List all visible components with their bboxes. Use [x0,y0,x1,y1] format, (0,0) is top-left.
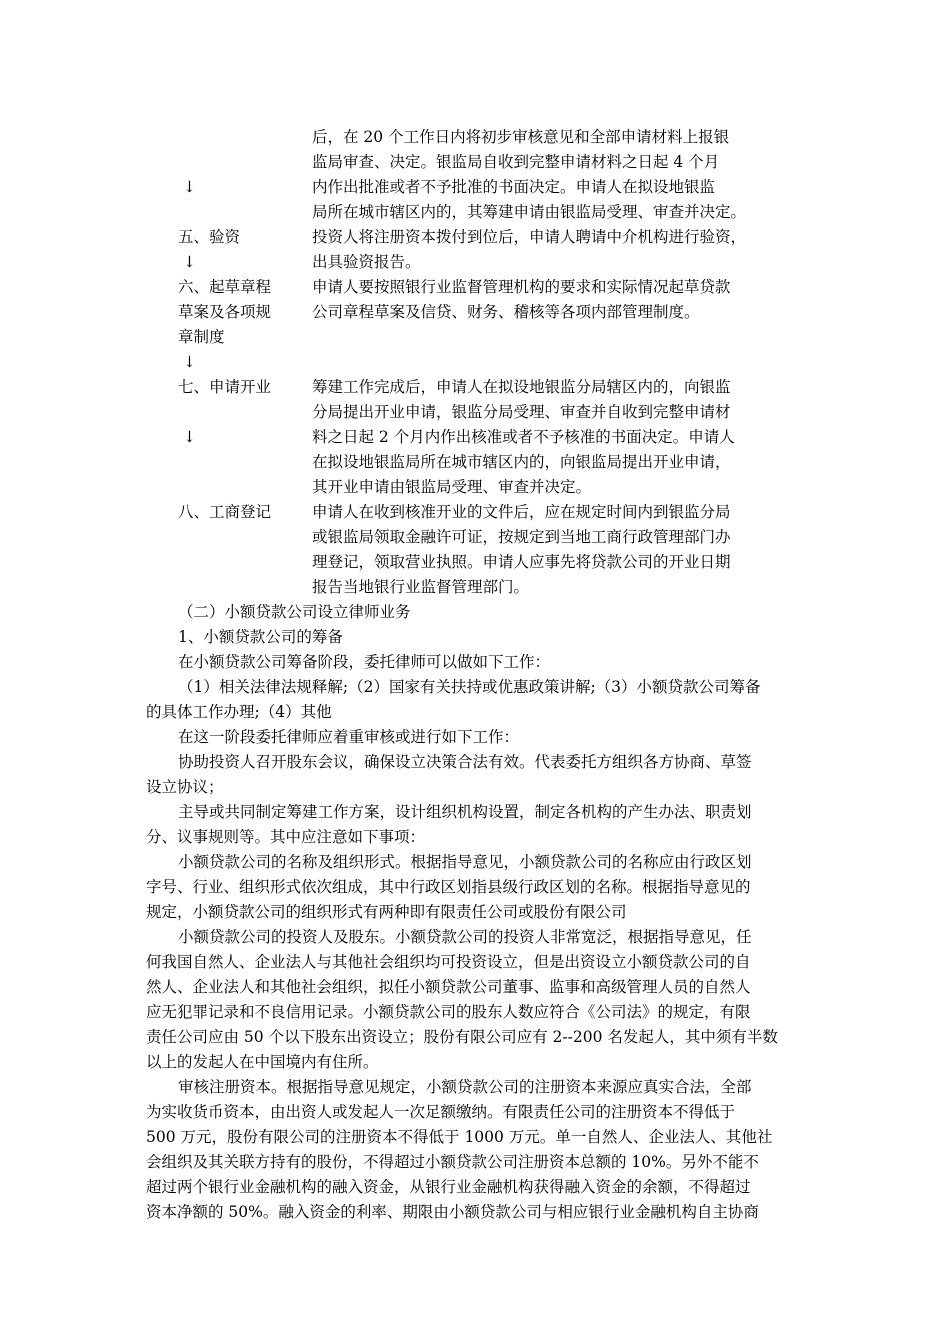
step6-label: 六、起草章程 [178,278,272,296]
step6-line: 公司章程草案及信贷、财务、稽核等各项内部管理制度。 [312,303,700,321]
step4-line: 后，在 20 个工作日内将初步审核意见和全部申请材料上报银 [312,128,730,146]
paragraph-line: 以上的发起人在中国境内有住所。 [146,1053,379,1071]
step8-line: 或银监局领取金融许可证，按规定到当地工商行政管理部门办 [312,528,731,546]
step8-line: 报告当地银行业监督管理部门。 [312,578,530,596]
step7-label: 七、申请开业 [178,378,272,396]
paragraph-line: 资本净额的 50%。融入资金的利率、期限由小额贷款公司与相应银行业金融机构自主协商 [146,1203,759,1221]
section-heading: （二）小额贷款公司设立律师业务 [178,603,411,621]
paragraph-line: 在这一阶段委托律师应着重审核或进行如下工作： [178,728,520,746]
paragraph-line: 主导或共同制定筹建工作方案，设计组织机构设置，制定各机构的产生办法、职责划 [178,803,752,821]
paragraph-line: 协助投资人召开股东会议，确保设立决策合法有效。代表委托方组织各方协商、草签 [178,753,752,771]
step6-label: 章制度 [178,328,225,346]
paragraph-line: 在小额贷款公司筹备阶段，委托律师可以做如下工作： [178,653,551,671]
step4-line: 内作出批准或者不予批准的书面决定。申请人在拟设地银监 [312,178,716,196]
flow-arrow: ↓ [183,353,196,371]
step5-line: 出具验资报告。 [312,253,421,271]
paragraph-line: 分、议事规则等。其中应注意如下事项： [146,828,426,846]
flow-arrow: ↓ [183,253,196,271]
step8-line: 理登记，领取营业执照。申请人应事先将贷款公司的开业日期 [312,553,731,571]
step5-line: 投资人将注册资本拨付到位后，申请人聘请中介机构进行验资， [312,228,747,246]
sub-heading: 1、小额贷款公司的筹备 [178,628,343,646]
flow-arrow: ↓ [183,178,196,196]
paragraph-line: 字号、行业、组织形式依次组成，其中行政区划指县级行政区划的名称。根据指导意见的 [146,878,751,896]
paragraph-line: 然人、企业法人和其他社会组织，拟任小额贷款公司董事、监事和高级管理人员的自然人 [146,978,751,996]
paragraph-line: 审核注册资本。根据指导意见规定，小额贷款公司的注册资本来源应真实合法，全部 [178,1078,752,1096]
paragraph-line: 为实收货币资本，由出资人或发起人一次足额缴纳。有限责任公司的注册资本不得低于 [146,1103,736,1121]
paragraph-line: 会组织及其关联方持有的股份，不得超过小额贷款公司注册资本总额的 10%。另外不能不 [146,1153,759,1171]
step7-line: 分局提出开业申请，银监分局受理、审查并自收到完整申请材 [312,403,731,421]
paragraph-line: 小额贷款公司的投资人及股东。小额贷款公司的投资人非常宽泛，根据指导意见，任 [178,928,752,946]
step7-line: 筹建工作完成后，申请人在拟设地银监分局辖区内的，向银监 [312,378,731,396]
step4-line: 局所在城市辖区内的，其筹建申请由银监局受理、审查并决定。 [312,203,747,221]
step6-line: 申请人要按照银行业监督管理机构的要求和实际情况起草贷款 [312,278,731,296]
paragraph-line: （1）相关法律法规释解;（2）国家有关扶持或优惠政策讲解;（3）小额贷款公司筹备 [178,678,761,696]
step7-line: 在拟设地银监局所在城市辖区内的，向银监局提出开业申请， [312,453,731,471]
step5-label: 五、验资 [178,228,241,246]
paragraph-line: 小额贷款公司的名称及组织形式。根据指导意见，小额贷款公司的名称应由行政区划 [178,853,752,871]
flow-arrow: ↓ [183,428,196,446]
step8-label: 八、工商登记 [178,503,272,521]
paragraph-line: 规定，小额贷款公司的组织形式有两种即有限责任公司或股份有限公司 [146,903,627,921]
paragraph-line: 设立协议； [146,778,224,796]
step8-line: 申请人在收到核准开业的文件后，应在规定时间内到银监分局 [312,503,731,521]
paragraph-line: 应无犯罪记录和不良信用记录。小额贷款公司的股东人数应符合《公司法》的规定，有限 [146,1003,751,1021]
paragraph-line: 责任公司应由 50 个以下股东出资设立；股份有限公司应有 2--200 名发起人，其中须有半数 [146,1028,778,1046]
paragraph-line: 的具体工作办理;（4）其他 [146,703,332,721]
paragraph-line: 何我国自然人、企业法人与其他社会组织均可投资设立，但是出资设立小额贷款公司的自 [146,953,751,971]
step7-line: 其开业申请由银监局受理、审查并决定。 [312,478,592,496]
step7-line: 料之日起 2 个月内作出核准或者不予核准的书面决定。申请人 [312,428,735,446]
paragraph-line: 500 万元，股份有限公司的注册资本不得低于 1000 万元。单一自然人、企业法人、其他社 [146,1128,773,1146]
paragraph-line: 超过两个银行业金融机构的融入资金，从银行业金融机构获得融入资金的余额，不得超过 [146,1178,751,1196]
step6-label: 草案及各项规 [178,303,272,321]
step4-line: 监局审查、决定。银监局自收到完整申请材料之日起 4 个月 [312,153,720,171]
